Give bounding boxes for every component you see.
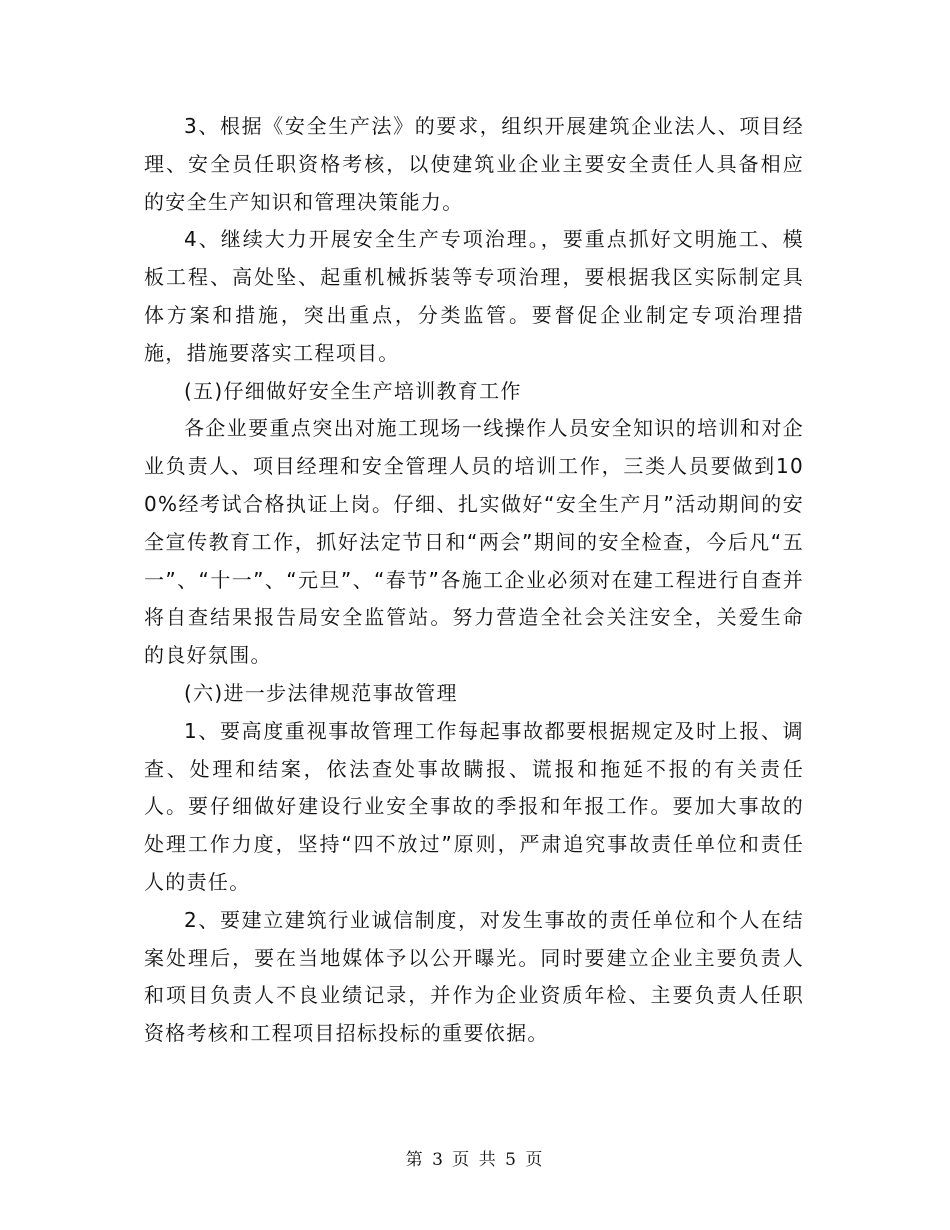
page-footer xyxy=(0,1145,950,1170)
paragraph-item-4: 4、继续大力开展安全生产专项治理。，要重点抓好文明施工、模板工程、高处坠、起重机械拆装等专项治理，要根据我区实际制定具体方案和措施，突出重点，分类监管。要督促企业制定专项治理措施，措施要落实工程项目。 xyxy=(144,227,804,365)
paragraph-accident-2: 2、要建立建筑行业诚信制度，对发生事故的责任单位和个人在结案处理后，要在当地媒体予以公开曝光。同时要建立企业主要负责人和项目负责人不良业绩记录，并作为企业资质年检、主要负责人任职资格考核和工程项目招标投标的重要依据。 xyxy=(144,907,804,1046)
document-body xyxy=(144,108,804,1053)
footer-middle: 页 共 xyxy=(452,1150,498,1170)
paragraph-item-3: 3、根据《安全生产法》的要求，组织开展建筑企业法人、项目经理、安全员任职资格考核，以使建筑业企业主要安全责任人具备相应的安全生产知识和管理决策能力。 xyxy=(144,114,804,214)
footer-prefix: 第 xyxy=(405,1150,425,1170)
paragraph-training: 各企业要重点突出对施工现场一线操作人员安全知识的培训和对企业负责人、项目经理和安全管理人员的培训工作，三类人员要做到100%经考试合格执证上岗。仔细、扎实做好“安全生产月”活动期间的安全宣传教育工作，抓好法定节日和“两会”期间的安全检查，今后凡“五一”、“十一”、“元旦”、“春节”各施工企业必须对在建工程进行自查并将自查结果报告局安全监管站。努力营造全社会关注安全，关爱生命的良好氛围。 xyxy=(144,416,804,668)
section-heading-6: (六)进一步法律规范事故管理 xyxy=(184,680,458,705)
footer-total-pages: 5 xyxy=(505,1150,518,1170)
footer-current-page: 3 xyxy=(432,1150,445,1170)
section-heading-5: (五)仔细做好安全生产培训教育工作 xyxy=(184,378,522,403)
footer-suffix: 页 xyxy=(525,1150,545,1170)
paragraph-accident-1: 1、要高度重视事故管理工作每起事故都要根据规定及时上报、调查、处理和结案，依法查处事故瞒报、谎报和拖延不报的有关责任人。要仔细做好建设行业安全事故的季报和年报工作。要加大事故的处理工作力度，坚持“四不放过”原则，严肃追究事故责任单位和责任人的责任。 xyxy=(144,718,804,894)
